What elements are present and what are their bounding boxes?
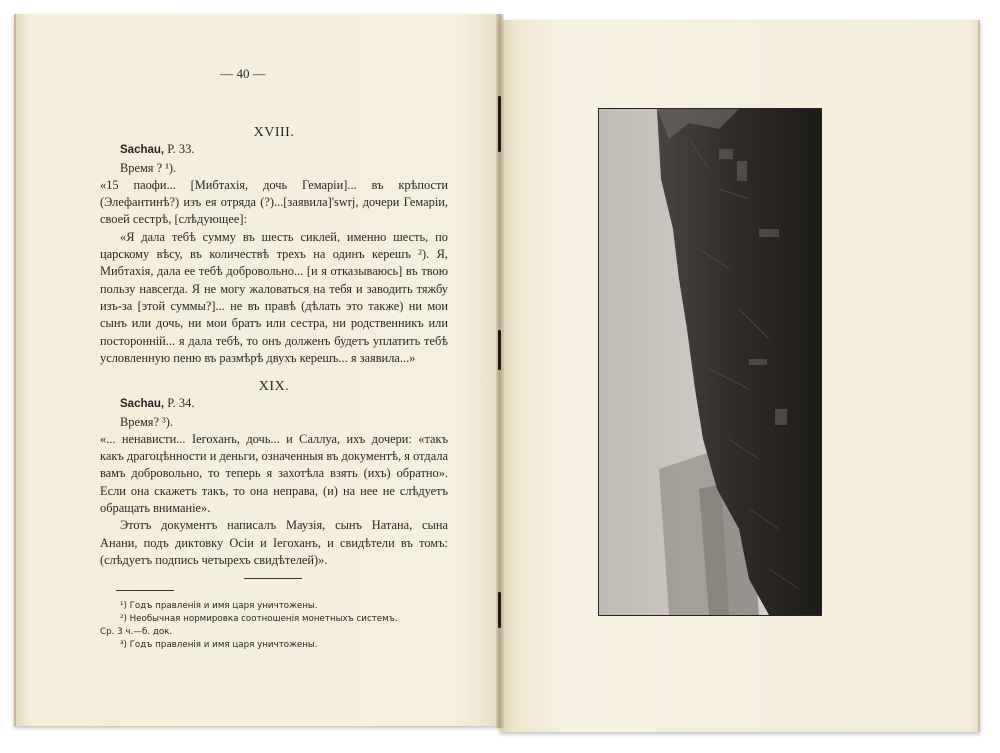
footnotes: [100, 600, 450, 652]
section-heading: XVIII.: [253, 125, 295, 140]
end-rule: [244, 578, 302, 579]
date-line: Время ? ¹).: [120, 160, 177, 175]
section-xviii: [100, 124, 448, 367]
page-number: — 40 —: [220, 66, 266, 81]
footnote-rule: [116, 590, 174, 591]
binding-stitch: [498, 592, 501, 628]
paragraph: «... ненависти... Іегоханъ, дочь... и Саллуа, ихъ дочери: «такъ какъ драгоцѣнности и деньги, означенныя въ документѣ, я отдала вамъ добровольно, то теперь я захотѣла взять (ихъ) обратно». Если она скажетъ такъ, то она неправа, (и) на нее не слѣдуетъ обращать вниманіе».: [100, 431, 448, 516]
section-heading: XIX.: [258, 379, 290, 394]
source-ref: P. 34.: [164, 396, 195, 411]
footnote: Ср. 3 ч.—б. док.: [100, 627, 173, 637]
paragraph: «Я дала тебѣ сумму въ шесть сиклей, именно шесть, по царскому вѣсу, въ количествѣ трехъ на одинъ керешъ ²). Я, Мибтахія, дала ее тебѣ добровольно... [и я отказываюсь] въ твою пользу навсегда. Я не могу жаловаться на тебя и заводить тяжбу изъ-за [этой суммы?]... не въ правѣ (дѣлать это также) ни мои сынъ или дочь, ни мои братъ или сестра, ни родственникъ или посторонній... я дала тебѣ, то онъ долженъ будетъ уплатить тебѣ условленную пеню въ размѣрѣ двухъ керешъ... я заявила...»: [100, 229, 448, 365]
paragraph: «15 паофи... [Мибтахія, дочь Гемаріи]... въ крѣпости (Элефантинѣ?) изъ ея отряда (?)...[заявила]'swrj, дочери Гемаріи, своей сестрѣ, [слѣдующее]:: [100, 177, 448, 227]
binding-stitch: [498, 96, 501, 152]
source-name: Sachau,: [120, 398, 165, 411]
footnote: ¹) Годъ правленія и имя царя уничтожены.: [120, 601, 318, 611]
source-ref: P. 33.: [164, 142, 195, 157]
footnote: ²) Необычная нормировка соотношенія монетныхъ системъ.: [120, 614, 398, 624]
date-line: Время? ³).: [120, 414, 174, 429]
footnote: ³) Годъ правленія и имя царя уничтожены.: [120, 640, 318, 650]
landscape-photo-icon: [599, 109, 821, 615]
paragraph: Этотъ документъ написалъ Маузія, сынъ Натана, сына Анани, подъ диктовку Осіи и Іегоханъ, и свидѣтели въ томъ: (слѣдуетъ подпись четырехъ свидѣтелей)».: [100, 518, 448, 567]
section-xix: [100, 378, 448, 569]
source-line: [120, 141, 448, 159]
source-name: Sachau,: [120, 144, 165, 157]
binding-stitch: [498, 330, 501, 370]
source-line: [120, 395, 448, 413]
landscape-photo: [598, 108, 822, 616]
